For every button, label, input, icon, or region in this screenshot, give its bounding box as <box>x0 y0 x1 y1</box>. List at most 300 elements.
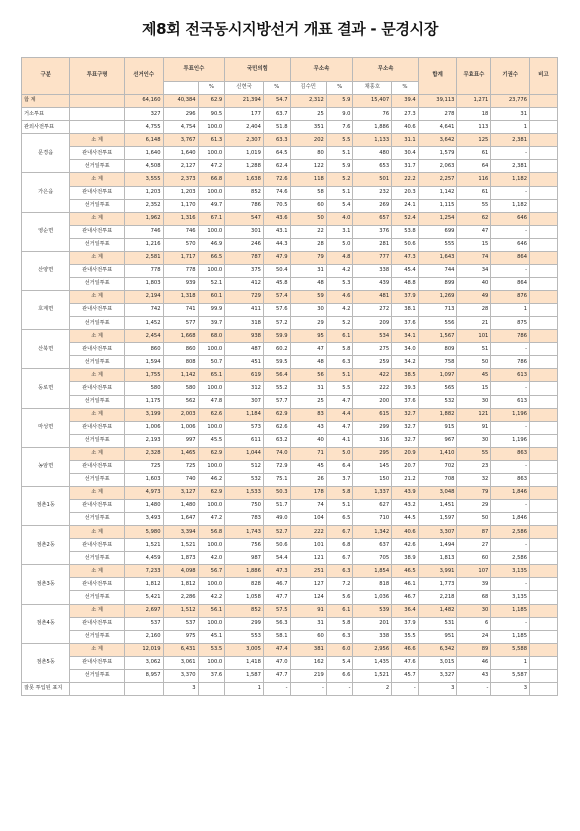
table-row <box>22 95 558 108</box>
cell-electors: 2,697 <box>124 604 163 617</box>
cell-abstain: - <box>491 186 530 199</box>
cell-c2-pct: 4.7 <box>326 421 353 434</box>
cell-invalid: 87 <box>457 526 491 539</box>
cell-c1-pct: 50.4 <box>263 264 290 277</box>
cell-invalid: 43 <box>457 669 491 682</box>
table-row <box>22 147 558 160</box>
cell-note <box>530 199 558 212</box>
cell-total: 915 <box>418 421 457 434</box>
cell-electors: 64,160 <box>124 95 163 108</box>
cell-note <box>530 160 558 173</box>
cell-c3: 259 <box>353 356 392 369</box>
table-row <box>22 317 558 330</box>
cell-type: 소 계 <box>70 526 124 539</box>
cell-electors: 742 <box>124 304 163 317</box>
cell-c2: 381 <box>290 643 326 656</box>
cell-c3-pct: 38.9 <box>392 552 419 565</box>
cell-electors: 5,980 <box>124 526 163 539</box>
cell-c2-pct: 5.8 <box>326 343 353 356</box>
cell-c3: 272 <box>353 304 392 317</box>
cell-c2: 60 <box>290 630 326 643</box>
cell-c2: 50 <box>290 212 326 225</box>
cell-c1-pct: 59.5 <box>263 356 290 369</box>
table-row <box>22 356 558 369</box>
table-row <box>22 682 558 695</box>
cell-c3: 818 <box>353 578 392 591</box>
cell-total: 708 <box>418 473 457 486</box>
cell-turnout: 778 <box>163 264 198 277</box>
table-row <box>22 121 558 134</box>
cell-total: 39,113 <box>418 95 457 108</box>
cell-turnout-pct: 66.5 <box>198 251 225 264</box>
cell-c1: 1,184 <box>225 408 264 421</box>
cell-total: 1,567 <box>418 330 457 343</box>
cell-invalid: 39 <box>457 578 491 591</box>
cell-type <box>70 95 124 108</box>
cell-c2: 30 <box>290 304 326 317</box>
cell-turnout: 1,142 <box>163 369 198 382</box>
cell-c2: 219 <box>290 669 326 682</box>
cell-c1: 611 <box>225 434 264 447</box>
cell-note <box>530 356 558 369</box>
cell-c1-pct: 58.1 <box>263 630 290 643</box>
cell-note <box>530 565 558 578</box>
cell-c2-pct: - <box>326 682 353 695</box>
cell-c3-pct: - <box>392 682 419 695</box>
table-row <box>22 369 558 382</box>
cell-type: 선거일투표 <box>70 277 124 290</box>
cell-invalid: - <box>457 682 491 695</box>
cell-abstain: 613 <box>491 395 530 408</box>
cell-c3: 501 <box>353 173 392 186</box>
table-header <box>22 58 558 95</box>
cell-c3-pct: 46.7 <box>392 591 419 604</box>
cell-abstain: 2,381 <box>491 160 530 173</box>
cell-c1-pct: 62.4 <box>263 160 290 173</box>
cell-abstain: 3,135 <box>491 565 530 578</box>
cell-electors: 3,555 <box>124 173 163 186</box>
cell-total: 1,254 <box>418 212 457 225</box>
cell-invalid: 113 <box>457 121 491 134</box>
cell-c3-pct: 46.6 <box>392 643 419 656</box>
table-row <box>22 382 558 395</box>
table-row <box>22 447 558 460</box>
cell-turnout: 3 <box>163 682 198 695</box>
cell-c3-pct: 35.5 <box>392 630 419 643</box>
cell-region: 합 계 <box>22 95 70 108</box>
cell-note <box>530 369 558 382</box>
cell-region: 동로면 <box>22 369 70 408</box>
table-row <box>22 486 558 499</box>
cell-region: 점촌5동 <box>22 643 70 682</box>
cell-total: 967 <box>418 434 457 447</box>
cell-c3-pct: 46.5 <box>392 565 419 578</box>
cell-total: 809 <box>418 343 457 356</box>
cell-c2-pct: 5.4 <box>326 199 353 212</box>
cell-turnout: 3,370 <box>163 669 198 682</box>
cell-total: 3,048 <box>418 486 457 499</box>
cell-electors: 1,452 <box>124 317 163 330</box>
cell-c1-pct: 60.2 <box>263 343 290 356</box>
cell-c3: 232 <box>353 186 392 199</box>
cell-electors: 778 <box>124 264 163 277</box>
cell-c2-pct: 4.0 <box>326 212 353 225</box>
cell-note <box>530 460 558 473</box>
cell-abstain: 1,185 <box>491 630 530 643</box>
cell-note <box>530 121 558 134</box>
cell-c3-pct: 53.8 <box>392 225 419 238</box>
cell-electors: 1,216 <box>124 238 163 251</box>
cell-note <box>530 317 558 330</box>
cell-turnout-pct <box>198 682 225 695</box>
cell-c1-pct: 47.3 <box>263 565 290 578</box>
cell-turnout-pct: 67.1 <box>198 212 225 225</box>
cell-c3-pct: 52.4 <box>392 212 419 225</box>
cell-invalid: 24 <box>457 630 491 643</box>
cell-c1-pct: 43.6 <box>263 212 290 225</box>
cell-turnout-pct: 39.7 <box>198 317 225 330</box>
table-row <box>22 552 558 565</box>
cell-c2: 58 <box>290 186 326 199</box>
cell-turnout: 577 <box>163 317 198 330</box>
cell-electors: 2,193 <box>124 434 163 447</box>
cell-c1-pct: 52.7 <box>263 526 290 539</box>
cell-invalid: 29 <box>457 500 491 513</box>
cell-abstain: 1,196 <box>491 434 530 447</box>
cell-c1: 750 <box>225 500 264 513</box>
cell-abstain: - <box>491 460 530 473</box>
cell-turnout: 1,203 <box>163 186 198 199</box>
cell-c2: 178 <box>290 486 326 499</box>
cell-c3: 534 <box>353 330 392 343</box>
cell-total: 556 <box>418 317 457 330</box>
cell-total: 699 <box>418 225 457 238</box>
cell-type: 관내사전투표 <box>70 421 124 434</box>
cell-total: 2,063 <box>418 160 457 173</box>
cell-turnout: 1,480 <box>163 500 198 513</box>
cell-c2: 122 <box>290 160 326 173</box>
cell-electors: 327 <box>124 108 163 121</box>
cell-c1-pct: 54.4 <box>263 552 290 565</box>
cell-total: 531 <box>418 617 457 630</box>
cell-electors: 2,454 <box>124 330 163 343</box>
cell-c2: 29 <box>290 317 326 330</box>
cell-c3: 145 <box>353 460 392 473</box>
cell-c2: 48 <box>290 277 326 290</box>
cell-electors: 537 <box>124 617 163 630</box>
cell-total: 899 <box>418 277 457 290</box>
cell-c2-pct: 5.6 <box>326 591 353 604</box>
cell-note <box>530 251 558 264</box>
cell-note <box>530 108 558 121</box>
header-electors: 선거인수 <box>124 58 163 95</box>
cell-region: 점촌2동 <box>22 526 70 565</box>
cell-total: 2,218 <box>418 591 457 604</box>
cell-invalid: 68 <box>457 591 491 604</box>
cell-turnout: 2,003 <box>163 408 198 421</box>
table-row <box>22 591 558 604</box>
cell-turnout-pct: 60.1 <box>198 291 225 304</box>
cell-c1-pct: 47.9 <box>263 251 290 264</box>
cell-c3: 295 <box>353 447 392 460</box>
cell-note <box>530 486 558 499</box>
cell-invalid: 51 <box>457 343 491 356</box>
cell-c1: 307 <box>225 395 264 408</box>
cell-c2-pct: 7.2 <box>326 578 353 591</box>
cell-turnout: 562 <box>163 395 198 408</box>
cell-note <box>530 395 558 408</box>
cell-region: 점촌3동 <box>22 565 70 604</box>
cell-c1: 756 <box>225 539 264 552</box>
cell-invalid: 6 <box>457 617 491 630</box>
table-row <box>22 604 558 617</box>
cell-abstain: 863 <box>491 473 530 486</box>
cell-turnout-pct: 100.0 <box>198 121 225 134</box>
cell-type: 관내사전투표 <box>70 460 124 473</box>
cell-electors: 4,755 <box>124 121 163 134</box>
cell-c3-pct: 24.1 <box>392 199 419 212</box>
cell-abstain: 31 <box>491 108 530 121</box>
cell-c2: 202 <box>290 134 326 147</box>
table-row <box>22 199 558 212</box>
header-turnout-count <box>163 82 198 95</box>
cell-note <box>530 291 558 304</box>
cell-c2: 351 <box>290 121 326 134</box>
cell-type: 관내사전투표 <box>70 617 124 630</box>
header-party-2: 무소속 <box>290 58 353 82</box>
cell-electors: 1,755 <box>124 369 163 382</box>
cell-total: 1,597 <box>418 513 457 526</box>
cell-type: 관내사전투표 <box>70 264 124 277</box>
cell-c1: 1,638 <box>225 173 264 186</box>
header-region: 구분 <box>22 58 70 95</box>
cell-note <box>530 134 558 147</box>
cell-turnout: 746 <box>163 225 198 238</box>
cell-turnout-pct: 99.9 <box>198 304 225 317</box>
cell-c2-pct: 5.5 <box>326 134 353 147</box>
cell-c2-pct: 4.6 <box>326 291 353 304</box>
cell-turnout: 1,318 <box>163 291 198 304</box>
cell-note <box>530 212 558 225</box>
table-row <box>22 630 558 643</box>
cell-c1: 729 <box>225 291 264 304</box>
cell-c2-pct: 5.2 <box>326 317 353 330</box>
cell-total: 565 <box>418 382 457 395</box>
cell-c1-pct: 75.1 <box>263 473 290 486</box>
cell-total: 1,482 <box>418 604 457 617</box>
cell-invalid: 46 <box>457 656 491 669</box>
cell-electors: 7,233 <box>124 565 163 578</box>
cell-electors: 1,812 <box>124 578 163 591</box>
cell-abstain: 2,381 <box>491 134 530 147</box>
cell-type: 선거일투표 <box>70 160 124 173</box>
cell-c2: 95 <box>290 330 326 343</box>
cell-invalid: 45 <box>457 369 491 382</box>
cell-c1: 1,058 <box>225 591 264 604</box>
cell-region: 마성면 <box>22 408 70 447</box>
cell-turnout-pct: 42.0 <box>198 552 225 565</box>
cell-invalid: 61 <box>457 147 491 160</box>
cell-c3: 281 <box>353 238 392 251</box>
cell-c1: 532 <box>225 473 264 486</box>
cell-turnout-pct: 100.0 <box>198 500 225 513</box>
cell-c2: 80 <box>290 147 326 160</box>
cell-invalid: 121 <box>457 408 491 421</box>
cell-turnout: 725 <box>163 460 198 473</box>
cell-note <box>530 552 558 565</box>
cell-c2: 48 <box>290 356 326 369</box>
cell-c3: 338 <box>353 264 392 277</box>
cell-c1-pct: 47.7 <box>263 669 290 682</box>
cell-total: 1,097 <box>418 369 457 382</box>
cell-turnout-pct: 62.6 <box>198 408 225 421</box>
cell-turnout-pct: 47.2 <box>198 160 225 173</box>
cell-c3: 201 <box>353 617 392 630</box>
cell-type: 관내사전투표 <box>70 343 124 356</box>
table-row <box>22 460 558 473</box>
cell-total: 3,991 <box>418 565 457 578</box>
header-candidate-3-pct: % <box>392 82 419 95</box>
table-row <box>22 238 558 251</box>
cell-invalid: 50 <box>457 513 491 526</box>
table-row <box>22 225 558 238</box>
cell-region: 가은읍 <box>22 173 70 212</box>
cell-total: 1,494 <box>418 539 457 552</box>
cell-c2-pct: 6.6 <box>326 669 353 682</box>
cell-c3-pct: 34.2 <box>392 356 419 369</box>
header-candidate-2-pct: % <box>326 82 353 95</box>
cell-electors: 4,508 <box>124 160 163 173</box>
cell-c1-pct: 56.3 <box>263 617 290 630</box>
cell-c1-pct: 74.6 <box>263 186 290 199</box>
table-row <box>22 395 558 408</box>
cell-turnout: 808 <box>163 356 198 369</box>
cell-abstain: - <box>491 382 530 395</box>
cell-turnout-pct: 62.9 <box>198 447 225 460</box>
cell-type: 소 계 <box>70 173 124 186</box>
cell-c1-pct: 57.5 <box>263 604 290 617</box>
cell-c1: 1,418 <box>225 656 264 669</box>
cell-region: 영순면 <box>22 212 70 251</box>
cell-invalid: 55 <box>457 447 491 460</box>
cell-turnout: 580 <box>163 382 198 395</box>
cell-turnout: 939 <box>163 277 198 290</box>
cell-c2: 26 <box>290 473 326 486</box>
table-row <box>22 408 558 421</box>
cell-c1-pct: 47.0 <box>263 656 290 669</box>
cell-c2: 251 <box>290 565 326 578</box>
page-title: 제8회 전국동시지방선거 개표 결과 - 문경시장 <box>141 20 439 38</box>
cell-c2: 60 <box>290 199 326 212</box>
cell-c2-pct: 5.1 <box>326 369 353 382</box>
cell-c1-pct: 55.2 <box>263 382 290 395</box>
cell-electors: 8,957 <box>124 669 163 682</box>
cell-c3-pct: 21.2 <box>392 473 419 486</box>
cell-type: 소 계 <box>70 604 124 617</box>
cell-invalid: 30 <box>457 434 491 447</box>
cell-electors: 1,480 <box>124 500 163 513</box>
cell-c2-pct: 4.4 <box>326 408 353 421</box>
table-row <box>22 343 558 356</box>
cell-turnout-pct: 100.0 <box>198 382 225 395</box>
cell-c3: 1,521 <box>353 669 392 682</box>
cell-c2: - <box>290 682 326 695</box>
cell-total: 555 <box>418 238 457 251</box>
cell-abstain: 864 <box>491 277 530 290</box>
cell-turnout: 741 <box>163 304 198 317</box>
cell-c2-pct: 9.0 <box>326 108 353 121</box>
cell-note <box>530 500 558 513</box>
cell-turnout-pct: 50.7 <box>198 356 225 369</box>
cell-c3-pct: 37.6 <box>392 395 419 408</box>
cell-c2: 28 <box>290 238 326 251</box>
cell-c1-pct: 57.6 <box>263 304 290 317</box>
cell-c2-pct: 5.9 <box>326 95 353 108</box>
cell-c1: 553 <box>225 630 264 643</box>
cell-c3: 1,886 <box>353 121 392 134</box>
cell-turnout: 1,717 <box>163 251 198 264</box>
header-vote-type: 투표구명 <box>70 58 124 95</box>
cell-invalid: 89 <box>457 643 491 656</box>
cell-turnout-pct: 100.0 <box>198 617 225 630</box>
header-candidate-1-pct: % <box>263 82 290 95</box>
cell-type <box>70 108 124 121</box>
cell-turnout-pct: 47.8 <box>198 395 225 408</box>
cell-turnout: 6,431 <box>163 643 198 656</box>
table-row <box>22 291 558 304</box>
cell-turnout-pct: 100.0 <box>198 264 225 277</box>
cell-invalid: 79 <box>457 486 491 499</box>
cell-type: 선거일투표 <box>70 669 124 682</box>
cell-c2: 83 <box>290 408 326 421</box>
cell-note <box>530 173 558 186</box>
cell-abstain: 2,586 <box>491 552 530 565</box>
cell-region: 산양면 <box>22 251 70 290</box>
table-row <box>22 173 558 186</box>
cell-turnout: 1,512 <box>163 604 198 617</box>
cell-abstain: 1,182 <box>491 173 530 186</box>
cell-type: 관내사전투표 <box>70 578 124 591</box>
cell-total: 1,643 <box>418 251 457 264</box>
cell-c3: 657 <box>353 212 392 225</box>
cell-c2-pct: 5.4 <box>326 656 353 669</box>
cell-c1: 512 <box>225 460 264 473</box>
cell-c3: 299 <box>353 421 392 434</box>
cell-invalid: 64 <box>457 160 491 173</box>
cell-turnout-pct: 45.5 <box>198 434 225 447</box>
cell-turnout-pct: 56.7 <box>198 565 225 578</box>
cell-region: 농암면 <box>22 447 70 486</box>
cell-turnout-pct: 47.2 <box>198 513 225 526</box>
cell-abstain: 875 <box>491 317 530 330</box>
cell-c3-pct: 27.3 <box>392 108 419 121</box>
cell-c1: 852 <box>225 604 264 617</box>
cell-abstain: 2,586 <box>491 526 530 539</box>
table-row <box>22 539 558 552</box>
cell-c2-pct: 5.8 <box>326 486 353 499</box>
cell-electors: 1,640 <box>124 147 163 160</box>
cell-c1-pct: 57.7 <box>263 395 290 408</box>
cell-invalid: 28 <box>457 304 491 317</box>
cell-abstain: - <box>491 225 530 238</box>
cell-turnout: 4,754 <box>163 121 198 134</box>
table-row <box>22 617 558 630</box>
cell-c2: 25 <box>290 108 326 121</box>
cell-note <box>530 95 558 108</box>
cell-invalid: 30 <box>457 604 491 617</box>
cell-total: 1,773 <box>418 578 457 591</box>
cell-c2-pct: 5.9 <box>326 160 353 173</box>
